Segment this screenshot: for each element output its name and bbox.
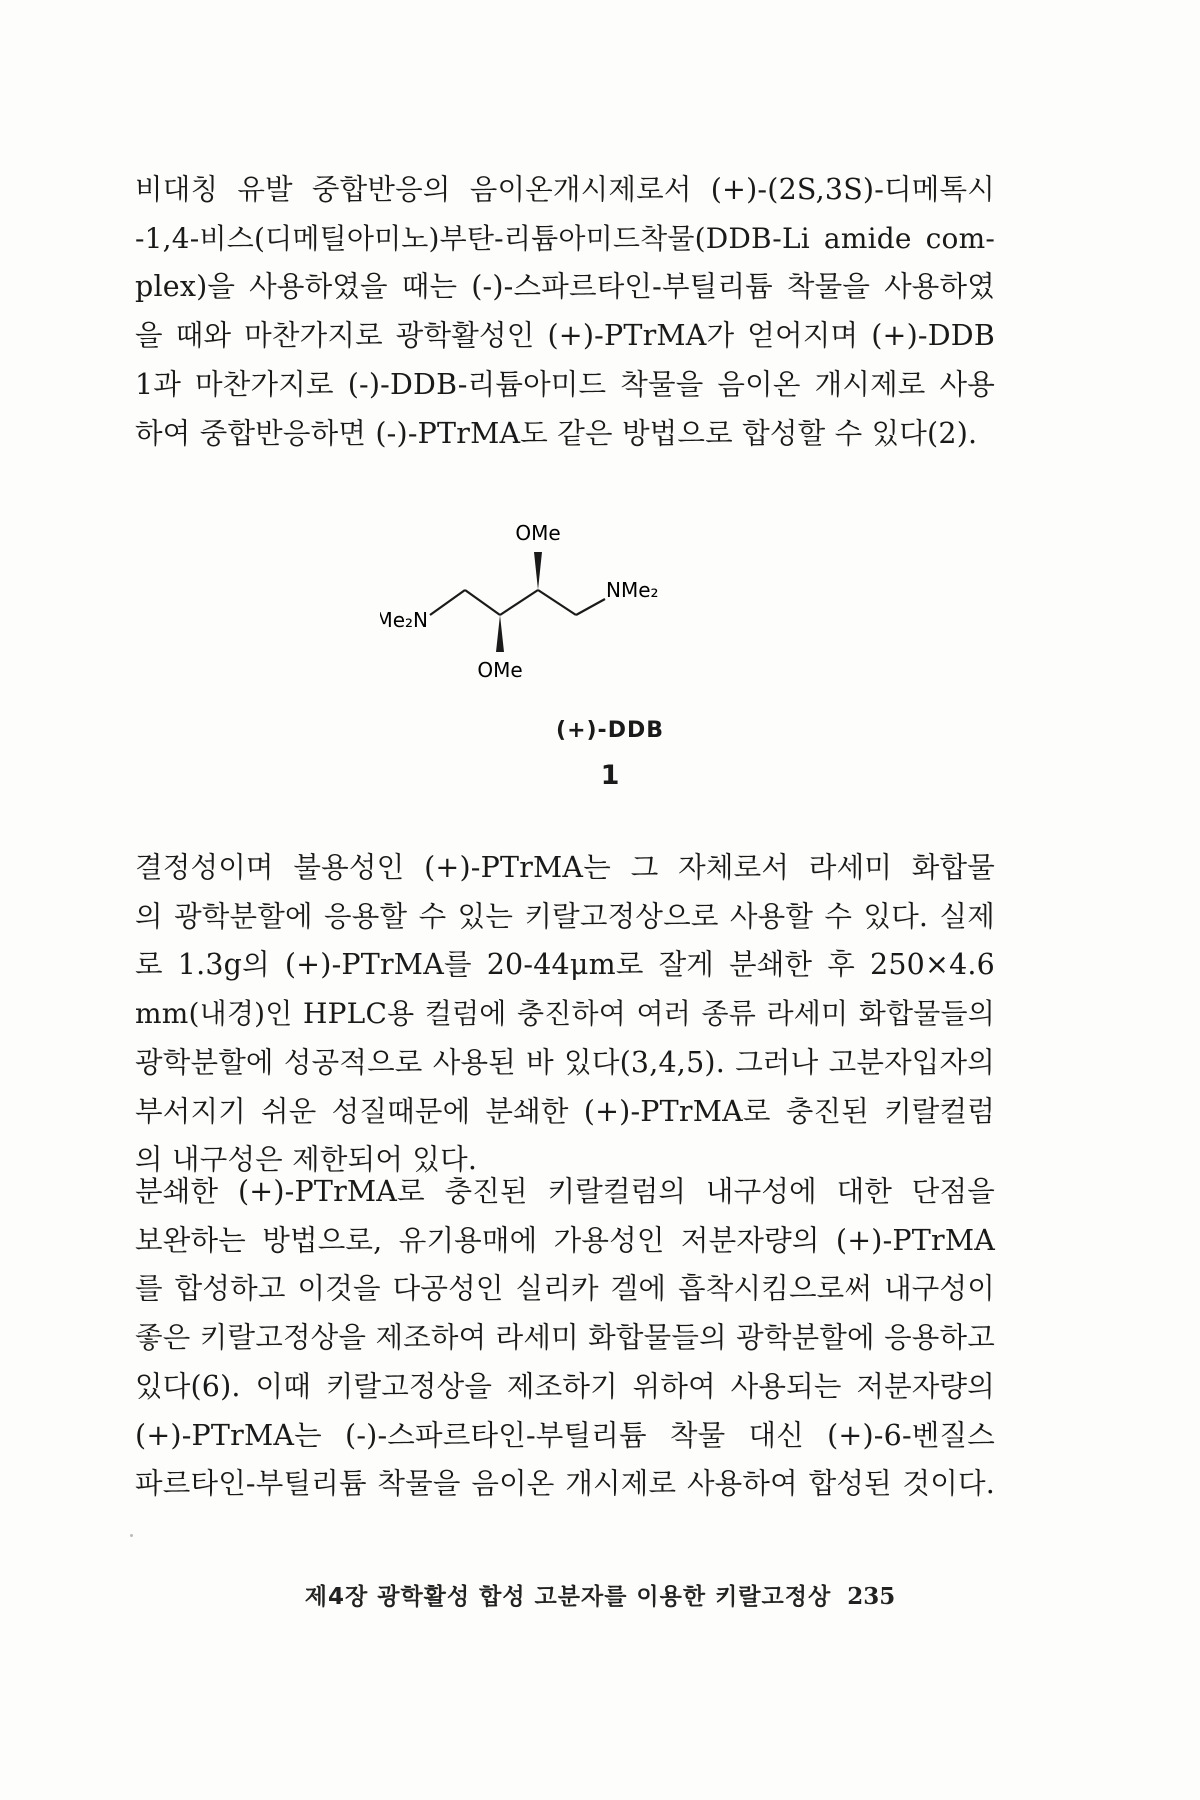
- text-line: 1과 마찬가지로 (-)-DDB-리튬아미드 착물을 음이온 개시제로 사용: [135, 367, 995, 401]
- text-line: 로 1.3g의 (+)-PTrMA를 20-44μm로 잘게 분쇄한 후 250×4.6: [135, 948, 995, 982]
- ddb-structure-drawing: [380, 505, 760, 715]
- text-line: 결정성이며 불용성인 (+)-PTrMA는 그 자체로서 라세미 화합물: [135, 851, 995, 884]
- running-head: 제4장 광학활성 합성 고분자를 이용한 키랄고정상: [304, 1584, 832, 1610]
- text-line: 보완하는 방법으로, 유기용매에 가용성인 저분자량의 (+)-PTrMA: [135, 1223, 995, 1257]
- paragraph-2: [135, 844, 995, 1185]
- me2n-left-label: Me₂N: [380, 608, 428, 632]
- text-line: 의 광학분할에 응용할 수 있는 키랄고정상으로 사용할 수 있다. 실제: [135, 899, 995, 933]
- ome-bottom-label: OMe: [477, 658, 523, 682]
- text-line: mm(내경)인 HPLC용 컬럼에 충진하여 여러 종류 라세미 화합물들의: [135, 997, 995, 1031]
- page-number: 235: [847, 1583, 896, 1610]
- bond-n-ch2-left: [430, 590, 465, 615]
- ome-top-label: OMe: [515, 521, 561, 545]
- text-line: 있다(6). 이때 키랄고정상을 제조하기 위하여 사용되는 저분자량의: [135, 1369, 995, 1403]
- text-line: plex)을 사용하였을 때는 (-)-스파르타인-부틸리튬 착물을 사용하였: [135, 270, 995, 304]
- bond-ch2-n-right: [576, 599, 605, 615]
- wedge-bond-top: [534, 552, 542, 590]
- compound-name: (+)-DDB: [556, 718, 664, 743]
- text-line: -1,4-비스(디메틸아미노)부탄-리튬아미드착물(DDB-Li amide com-: [135, 221, 995, 255]
- wedge-bond-bottom: [496, 615, 504, 652]
- text-line: 을 때와 마찬가지로 광학활성인 (+)-PTrMA가 얻어지며 (+)-DDB: [135, 319, 995, 353]
- bond-c3-ch2: [538, 590, 576, 615]
- text-line: 광학분할에 성공적으로 사용된 바 있다(3,4,5). 그러나 고분자입자의: [135, 1045, 995, 1079]
- bond-c2-c3: [500, 590, 538, 615]
- chemical-structure: [380, 505, 760, 715]
- nme2-right-label: NMe₂: [606, 578, 659, 602]
- text-line: 의 내구성은 제한되어 있다.: [135, 1143, 478, 1177]
- print-speck: [130, 1534, 133, 1537]
- page-footer: [0, 1578, 1200, 1611]
- text-line: 분쇄한 (+)-PTrMA로 충진된 키랄컬럼의 내구성에 대한 단점을: [135, 1175, 995, 1208]
- text-line: (+)-PTrMA는 (-)-스파르타인-부틸리튬 착물 대신 (+)-6-벤질스: [135, 1418, 995, 1452]
- text-line: 부서지기 쉬운 성질때문에 분쇄한 (+)-PTrMA로 충진된 키랄컬럼: [135, 1094, 995, 1128]
- paragraph-1: [135, 166, 995, 458]
- carbon-skeleton: [430, 590, 605, 615]
- text-line: 하여 중합반응하면 (-)-PTrMA도 같은 방법으로 합성할 수 있다(2).: [135, 416, 978, 450]
- text-line: 파르타인-부틸리튬 착물을 음이온 개시제로 사용하여 합성된 것이다.: [135, 1467, 995, 1501]
- text-line: 비대칭 유발 중합반응의 음이온개시제로서 (+)-(2S,3S)-디메톡시: [135, 173, 995, 206]
- text-line: 좋은 키랄고정상을 제조하여 라세미 화합물들의 광학분할에 응용하고: [135, 1321, 995, 1355]
- bond-ch2-c2: [465, 590, 500, 615]
- paragraph-3: [135, 1168, 995, 1509]
- compound-number: 1: [600, 760, 620, 791]
- text-line: 를 합성하고 이것을 다공성인 실리카 겔에 흡착시킴으로써 내구성이: [135, 1272, 995, 1306]
